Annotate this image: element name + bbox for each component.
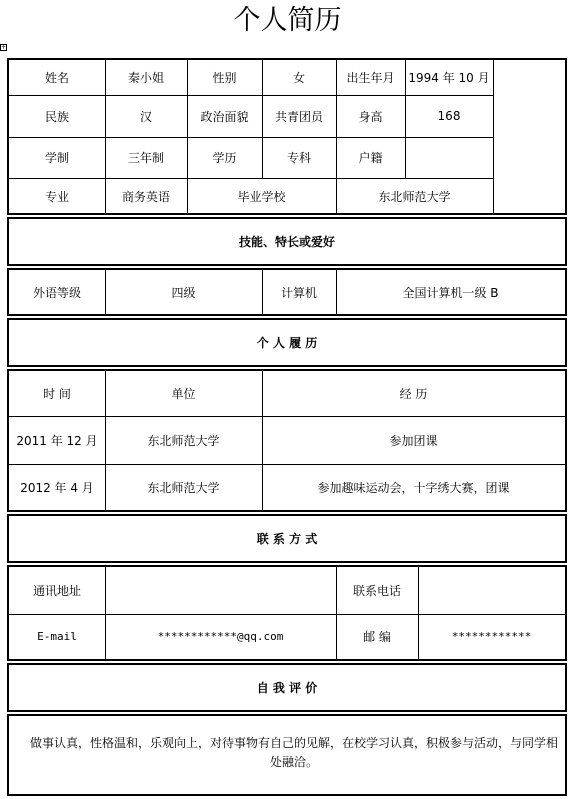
history-heading-section [7,318,567,367]
gender-label: 性别 [212,71,237,85]
email-value: ************@qq.com [157,630,284,643]
page-title: 个人简历 [233,5,342,36]
political-label: 政治面貌 [200,109,249,124]
table-anchor-icon: + [1,44,7,51]
name-value: 秦小姐 [127,71,164,85]
school-value: 东北师范大学 [378,190,451,204]
table-row-1-unit: 东北师范大学 [147,433,220,448]
self-eval-section [7,714,567,796]
schooling-value: 三年制 [127,151,164,165]
table-row-1-time: 2011 年 12 月 [16,433,98,448]
major-value: 商务英语 [121,190,170,204]
address-value [105,567,336,614]
language-level-label: 外语等级 [32,285,81,300]
phone-value [418,567,565,614]
table-row-2-experience: 参加趣味运动会，十字绣大赛，团课 [317,480,510,495]
history-heading: 个 人 履 历 [256,336,318,350]
history-header-time: 时 间 [43,387,71,401]
postcode-value: ************ [451,630,532,643]
schooling-label: 学制 [44,151,69,165]
computer-value: 全国计算机一级 B [402,285,499,300]
history-table [7,369,567,512]
history-header-experience: 经 历 [399,387,428,401]
phone-label: 联系电话 [352,584,401,598]
height-label: 身高 [358,109,383,124]
history-header-unit: 单位 [171,387,196,401]
birth-label: 出生年月 [346,71,395,85]
skills-heading: 技能、特长或爱好 [238,235,335,249]
table-row-2-time: 2012 年 4 月 [20,480,94,495]
height-value: 168 [437,109,461,123]
contact-heading-section [7,514,567,563]
contact-heading: 联 系 方 式 [256,532,318,546]
language-level-value: 四级 [171,285,196,300]
hukou-label: 户籍 [358,151,383,165]
self-eval-heading-section [7,663,567,712]
skills-heading-section [7,217,567,266]
birth-value: 1994 年 10 月 [408,71,490,85]
education-value: 专科 [286,151,311,165]
political-value: 共青团员 [274,109,323,124]
table-row-2-unit: 东北师范大学 [147,480,220,495]
skills-table [7,268,567,316]
postcode-label: 邮 编 [363,630,391,644]
table-row-1-experience: 参加团课 [389,433,438,448]
gender-value: 女 [292,71,305,85]
ethnicity-label: 民族 [44,109,69,124]
self-eval-text: 做事认真，性格温和，乐观向上，对待事物有自己的见解，在校学习认真，积极参与活动，与同学相处融洽。 [29,736,558,769]
contact-table [7,565,567,661]
major-label: 专业 [44,190,69,204]
address-label: 通讯地址 [32,584,81,598]
self-eval-heading: 自 我 评 价 [256,681,318,695]
school-label: 毕业学校 [237,190,286,204]
name-label: 姓名 [44,71,69,85]
computer-label: 计算机 [280,285,317,300]
basic-info-table [7,58,567,215]
email-label: E-mail [37,630,77,643]
hukou-value [405,137,493,178]
education-label: 学历 [212,151,237,165]
ethnicity-value: 汉 [139,109,152,124]
